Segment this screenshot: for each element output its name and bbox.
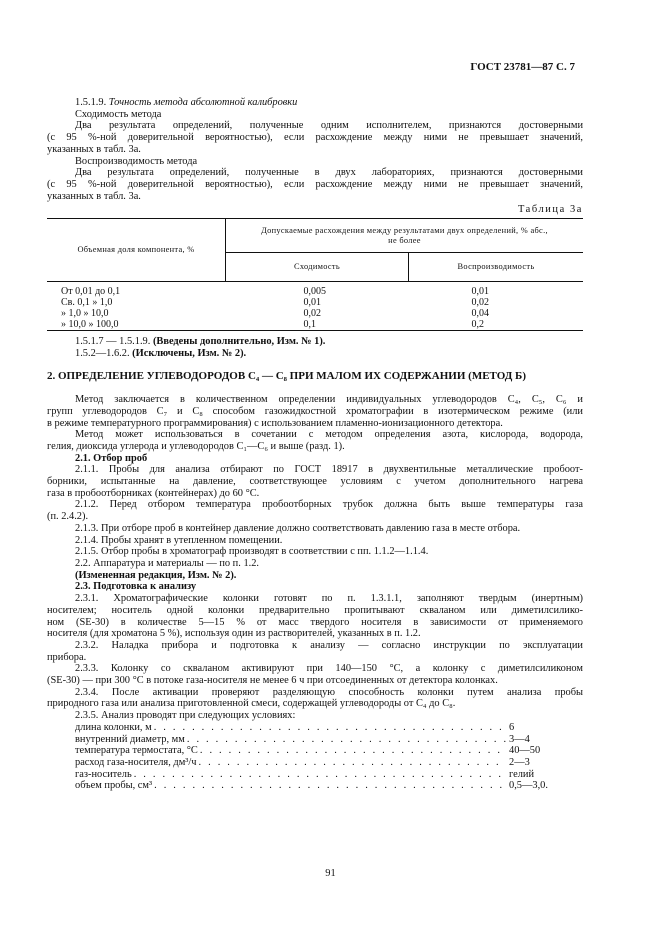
paragraph-line: борники, испытанные на давление, соответствующее условиям с учетом дополнительного нагрева	[47, 476, 583, 488]
condition-row	[75, 734, 561, 746]
cell-range: От 0,01 до 0,1	[61, 286, 121, 298]
paragraph-line: 2.1.4. Пробы хранят в утепленном помещении.	[75, 534, 283, 546]
subsection-number: 1.5.1.9.	[75, 97, 107, 108]
convergence-text: указанных в табл. 3а.	[47, 143, 141, 155]
header-allowed-diff	[226, 219, 584, 253]
cell-convergence: 0,005	[303, 286, 326, 298]
subsection-heading: 2.3. Подготовка к анализу	[75, 581, 197, 593]
amendment-note	[47, 336, 583, 348]
analysis-conditions	[47, 722, 561, 792]
cell-convergence: 0,1	[303, 319, 316, 331]
header-allowed-line2: не более	[388, 235, 421, 245]
note-text: (Исключены, Изм. № 2).	[132, 347, 247, 359]
condition-value: 40—50	[509, 745, 541, 757]
note-text: (Введены дополнительно, Изм. № 1).	[152, 336, 326, 348]
condition-name: внутренний диаметр, мм	[75, 733, 185, 745]
leader-dots	[152, 780, 506, 792]
cell-reproducibility: 0,04	[471, 308, 489, 320]
convergence-text: (с 95 %-ной доверительной вероятностью), если расхождение между ними не превышает значений,	[47, 132, 583, 144]
condition-name: расход газа-носителя, дм³/ч	[75, 756, 197, 768]
condition-row	[75, 769, 561, 781]
paragraph-line: 2.3.3. Колонку со скваланом активируют при 140—150 °С, а колонку с диметилсиликоном	[75, 663, 583, 675]
condition-value: 3—4	[509, 733, 530, 745]
reproducibility-label: Воспроизводимость метода	[75, 155, 198, 167]
reproducibility-text: (с 95 %-ной доверительной вероятностью), если расхождение между ними не превышает значений,	[47, 178, 583, 190]
paragraph-line: ном (SE-30) в количестве 5—15 % от масс твердого носителя в зависимости от применяемого	[47, 616, 583, 628]
paragraph-line: (п. 2.4.2).	[47, 511, 89, 523]
note-ref: 1.5.1.7 — 1.5.1.9.	[75, 336, 151, 348]
paragraph-line: 2.1.1. Пробы для анализа отбирают по ГОСТ 18917 в двухвентильные металлические пробоот-	[75, 464, 583, 476]
paragraph-line: носителя (для хроматона 5 %), используя один из растворителей, указанных в п. 1.2.	[47, 628, 421, 640]
cell-reproducibility: 0,01	[471, 286, 489, 298]
header-allowed-line1: Допускаемые расхождения между результатами двух определений, % абс.,	[261, 225, 548, 235]
cell-convergence: 0,01	[303, 297, 321, 309]
leader-dots	[185, 734, 506, 746]
condition-row	[75, 780, 561, 792]
condition-name: газ-носитель	[75, 768, 132, 780]
cell-reproducibility: 0,2	[471, 319, 484, 331]
table-row	[47, 286, 583, 297]
paragraph-line: 2.2. Аппаратура и материалы — по п. 1.2.	[75, 557, 260, 569]
cell-convergence: 0,02	[303, 308, 321, 320]
subsection-heading: Точность метода абсолютной калибровки	[108, 97, 298, 108]
condition-row	[75, 757, 561, 769]
paragraph-line: 2.1.3. При отборе проб в контейнер давление должно соответствовать давлению газа в месте отбора.	[75, 522, 521, 534]
leader-dots	[132, 769, 506, 781]
amendment-note: (Измененная редакция, Изм. № 2).	[75, 569, 237, 581]
content-block	[47, 97, 583, 792]
paragraph-line: (SE-30) — при 300 °С в потоке газа-носителя не менее 6 ч при отсоединенных от детектора колонках.	[47, 675, 498, 687]
paragraph-line: 2.3.2. Наладка прибора и подготовка к анализу — согласно инструкции по эксплуатации	[75, 639, 583, 651]
paragraph-line: в режиме температурного программирования) с использованием пламенно-ионизационного детектора.	[47, 417, 503, 429]
table-3a	[47, 218, 583, 331]
table-row	[47, 297, 583, 308]
reproducibility-text: Два результата определений, полученные в двух лабораториях, признаются достоверными	[75, 167, 583, 179]
convergence-text: Два результата определений, полученные одним исполнителем, признаются достоверными	[75, 120, 583, 132]
condition-value: 0,5—3,0.	[509, 780, 548, 792]
condition-name: длина колонки, м	[75, 721, 152, 733]
subsection-title	[47, 97, 583, 109]
convergence-label: Сходимость метода	[75, 108, 162, 120]
condition-name: температура термостата, °С	[75, 745, 198, 757]
page-header: ГОСТ 23781—87 С. 7	[470, 61, 575, 73]
paragraph-line: природного газа или анализа приготовленной смеси, содержащей углеводороды от C₄ до C₈.	[47, 698, 456, 710]
page-number: 91	[325, 868, 336, 879]
reproducibility-text: указанных в табл. 3а.	[47, 190, 141, 202]
table-row	[47, 319, 583, 331]
paragraph-line: 2.1.5. Отбор пробы в хроматограф производят в соответствии с пп. 1.1.2—1.1.4.	[75, 546, 429, 558]
cell-reproducibility: 0,02	[471, 297, 489, 309]
condition-value: 6	[509, 721, 515, 733]
paragraph-line: носителем; носитель одной колонки предварительно пропитывают скваланом или диметилсилико-	[47, 604, 583, 616]
condition-value: гелий	[509, 768, 535, 780]
amendment-note	[47, 348, 583, 360]
cell-range: » 10,0 » 100,0	[61, 319, 119, 331]
table-row	[47, 308, 583, 319]
header-reproducibility: Воспроизводимость	[409, 253, 584, 282]
section-title: 2. ОПРЕДЕЛЕНИЕ УГЛЕВОДОРОДОВ C₄ — C₈ ПРИ МАЛОМ ИХ СОДЕРЖАНИИ (МЕТОД Б)	[47, 370, 526, 383]
leader-dots	[197, 757, 506, 769]
paragraph-line: групп углеводородов C₇ и C₈ способом газожидкостной хроматографии в изотермическом режиме (или	[47, 405, 583, 417]
note-ref: 1.5.2—1.6.2.	[75, 347, 130, 359]
paragraph-line: 2.3.1. Хроматографические колонки готовят по п. 1.3.1.1, заполняют твердым (инертным)	[75, 593, 583, 605]
header-component: Объемная доля компонента, %	[47, 219, 226, 282]
condition-row	[75, 745, 561, 757]
leader-dots	[152, 722, 506, 734]
condition-row	[75, 722, 561, 734]
cell-range: » 1,0 » 10,0	[61, 308, 109, 320]
cell-range: Св. 0,1 » 1,0	[61, 297, 113, 309]
paragraph-line: 2.3.5. Анализ проводят при следующих условиях:	[75, 710, 296, 722]
paragraph-line: гелия, диоксида углерода и углеводородов C₁—C₆ и выше (разд. 1).	[47, 440, 345, 452]
paragraph-line: Метод может использоваться в сочетании с методом определения азота, кислорода, водорода,	[75, 429, 583, 441]
table-caption: Таблица 3а	[517, 204, 583, 216]
paragraph-line: 2.1.2. Перед отбором температура пробоотборных трубок должна быть выше температуры газа	[75, 499, 583, 511]
header-convergence: Сходимость	[226, 253, 409, 282]
condition-name: объем пробы, см³	[75, 780, 153, 792]
paragraph-line: прибора.	[47, 651, 87, 663]
amendment-notes	[47, 336, 583, 359]
subsection-heading: 2.1. Отбор проб	[75, 452, 148, 464]
paragraph-line: Метод заключается в количественном определении индивидуальных углеводородов C₄, C₅, C₆ и	[75, 394, 583, 406]
leader-dots	[198, 745, 506, 757]
paragraph-line: 2.3.4. После активации проверяют разделяющую способность колонки путем анализа пробы	[75, 686, 583, 698]
condition-value: 2—3	[509, 756, 530, 768]
paragraph-line: газа в пробоотборниках (контейнерах) до 60 °С.	[47, 487, 260, 499]
